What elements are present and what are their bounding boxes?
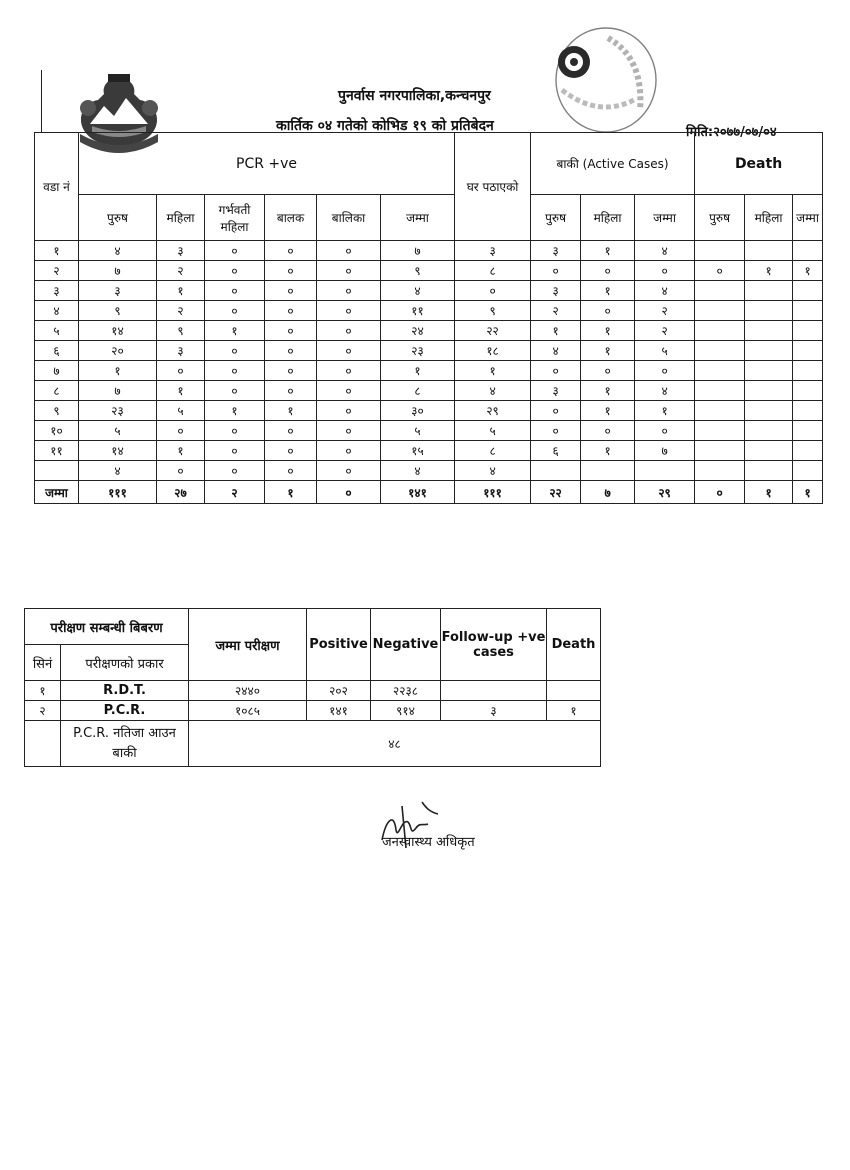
pcr-cell: ० xyxy=(265,421,317,441)
active-cell: १ xyxy=(531,321,581,341)
table-row xyxy=(35,321,823,341)
pcr-cell: ० xyxy=(157,361,205,381)
death-cell xyxy=(695,401,745,421)
pending-value-cell: ४८ xyxy=(189,721,601,767)
death-cell xyxy=(695,341,745,361)
death-cell xyxy=(793,461,823,481)
pcr-cell: ३ xyxy=(79,281,157,301)
death-cell xyxy=(793,281,823,301)
ward-number-cell: ३ xyxy=(35,281,79,301)
total-active-cell: २२ xyxy=(531,481,581,504)
pcr-cell: ० xyxy=(205,341,265,361)
active-total-header: जम्मा xyxy=(635,195,695,241)
total-death-cell: १ xyxy=(793,481,823,504)
active-male-header: पुरुष xyxy=(531,195,581,241)
active-cell: १ xyxy=(581,281,635,301)
pcr-cell: ० xyxy=(265,241,317,261)
total-pcr-cell: २७ xyxy=(157,481,205,504)
active-cell: २ xyxy=(635,321,695,341)
test-row xyxy=(25,681,601,701)
pcr-cell: ० xyxy=(205,261,265,281)
total-tests-header: जम्मा परीक्षण xyxy=(189,609,307,681)
active-cell: १ xyxy=(581,401,635,421)
pcr-boy-header: बालक xyxy=(265,195,317,241)
table-row xyxy=(35,381,823,401)
table-row xyxy=(35,401,823,421)
table-row xyxy=(35,261,823,281)
serial-header: सिनं xyxy=(25,645,61,681)
pcr-cell: १ xyxy=(157,381,205,401)
active-cell: १ xyxy=(581,341,635,361)
pcr-cell: ० xyxy=(205,461,265,481)
total-pcr-cell: २ xyxy=(205,481,265,504)
active-cell: ० xyxy=(531,401,581,421)
report-title: कार्तिक ०४ गतेको कोभिड १९ को प्रतिबेदन xyxy=(276,118,494,134)
pcr-cell: ० xyxy=(205,381,265,401)
death-cell xyxy=(745,241,793,261)
active-cell: १ xyxy=(635,401,695,421)
positive-cell: २०२ xyxy=(307,681,371,701)
covid-table-body xyxy=(35,241,823,504)
pcr-cell: १ xyxy=(205,401,265,421)
pcr-cell: २ xyxy=(157,301,205,321)
pcr-cell: ० xyxy=(205,281,265,301)
pcr-cell: ० xyxy=(265,341,317,361)
office-seal-stamp xyxy=(548,18,660,138)
pcr-girl-header: बालिका xyxy=(317,195,381,241)
test-death-cell xyxy=(547,681,601,701)
test-table-body xyxy=(25,681,601,767)
active-cell: ० xyxy=(635,261,695,281)
sent-home-cell: २२ xyxy=(455,321,531,341)
pcr-cell: ० xyxy=(265,381,317,401)
death-cell xyxy=(695,321,745,341)
pcr-cell: ० xyxy=(205,301,265,321)
margin-line xyxy=(41,70,42,132)
followup-cell: ३ xyxy=(441,701,547,721)
pcr-cell: ० xyxy=(317,341,381,361)
pcr-cell: ० xyxy=(265,441,317,461)
active-cell: ४ xyxy=(635,381,695,401)
pending-label-cell: P.C.R. नतिजा आउन बाकी xyxy=(61,721,189,767)
pcr-cell: ० xyxy=(265,301,317,321)
total-tests-cell: २४४० xyxy=(189,681,307,701)
death-cell xyxy=(745,381,793,401)
pcr-cell: ९ xyxy=(79,301,157,321)
active-cell: ० xyxy=(581,421,635,441)
pcr-cell: १ xyxy=(265,401,317,421)
pcr-cell: ० xyxy=(317,441,381,461)
active-cell xyxy=(581,461,635,481)
death-cell xyxy=(745,401,793,421)
active-cell: ५ xyxy=(635,341,695,361)
active-cell: ६ xyxy=(531,441,581,461)
total-death-cell: १ xyxy=(745,481,793,504)
ward-number-cell: ७ xyxy=(35,361,79,381)
pcr-cell: ७ xyxy=(381,241,455,261)
negative-cell: २२३८ xyxy=(371,681,441,701)
death-cell xyxy=(745,461,793,481)
serial-cell: २ xyxy=(25,701,61,721)
pcr-cell: २ xyxy=(157,261,205,281)
death-cell: १ xyxy=(793,261,823,281)
pcr-cell: ० xyxy=(317,421,381,441)
pcr-cell: ० xyxy=(265,321,317,341)
death-male-header: पुरुष xyxy=(695,195,745,241)
test-type-cell: P.C.R. xyxy=(61,701,189,721)
positive-cell: १४१ xyxy=(307,701,371,721)
pcr-cell: ० xyxy=(317,281,381,301)
total-pcr-cell: १ xyxy=(265,481,317,504)
covid-ward-table xyxy=(34,132,823,504)
active-cell: २ xyxy=(635,301,695,321)
death-cell xyxy=(745,341,793,361)
sent-home-cell: १ xyxy=(455,361,531,381)
table-row xyxy=(35,361,823,381)
pcr-cell: ० xyxy=(317,381,381,401)
sent-home-cell: ० xyxy=(455,281,531,301)
active-cell xyxy=(531,461,581,481)
test-details-table xyxy=(24,608,601,767)
pcr-cell: ११ xyxy=(381,301,455,321)
pcr-cell: १ xyxy=(157,281,205,301)
active-cell: ३ xyxy=(531,281,581,301)
table-row xyxy=(35,421,823,441)
table-row xyxy=(35,461,823,481)
death-cell xyxy=(745,361,793,381)
pending-row xyxy=(25,721,601,767)
pcr-cell: ४ xyxy=(79,241,157,261)
pcr-cell: ८ xyxy=(381,381,455,401)
pcr-cell: ७ xyxy=(79,261,157,281)
test-type-cell: R.D.T. xyxy=(61,681,189,701)
total-death-cell: ० xyxy=(695,481,745,504)
pcr-cell: ० xyxy=(317,401,381,421)
report-date: मिति:२०७७/०७/०४ xyxy=(686,125,777,140)
pcr-cell: ३ xyxy=(157,341,205,361)
death-cell xyxy=(793,341,823,361)
total-label: जम्मा xyxy=(35,481,79,504)
table-row xyxy=(35,341,823,361)
pcr-cell: ० xyxy=(205,441,265,461)
pcr-cell: १ xyxy=(157,441,205,461)
negative-header: Negative xyxy=(371,609,441,681)
pcr-cell: ० xyxy=(317,261,381,281)
pcr-cell: ० xyxy=(317,321,381,341)
total-pcr-cell: १११ xyxy=(79,481,157,504)
death-cell xyxy=(695,301,745,321)
active-cell: ३ xyxy=(531,381,581,401)
active-cell: १ xyxy=(581,381,635,401)
ward-number-cell: ८ xyxy=(35,381,79,401)
pending-serial-cell xyxy=(25,721,61,767)
death-header: Death xyxy=(695,133,823,195)
total-sent-home-cell: १११ xyxy=(455,481,531,504)
death-cell xyxy=(793,381,823,401)
organization-name: पुनर्वास नगरपालिका,कन्चनपुर xyxy=(338,88,491,104)
pcr-cell: १४ xyxy=(79,441,157,461)
ward-number-cell: ५ xyxy=(35,321,79,341)
pcr-pregnant-header: गर्भवती महिला xyxy=(205,195,265,241)
death-total-header: जम्मा xyxy=(793,195,823,241)
pcr-cell: ५ xyxy=(79,421,157,441)
table-row xyxy=(35,441,823,461)
sent-home-cell: ४ xyxy=(455,381,531,401)
death-cell xyxy=(793,441,823,461)
active-female-header: महिला xyxy=(581,195,635,241)
total-tests-cell: १०८५ xyxy=(189,701,307,721)
sent-home-cell: ५ xyxy=(455,421,531,441)
pcr-cell: ० xyxy=(205,421,265,441)
death-cell xyxy=(793,241,823,261)
pcr-cell: ४ xyxy=(381,461,455,481)
active-cell: २ xyxy=(531,301,581,321)
death-cell xyxy=(695,441,745,461)
pcr-cell: ३ xyxy=(157,241,205,261)
death-cell xyxy=(793,421,823,441)
death-cell xyxy=(695,421,745,441)
active-cell: ० xyxy=(581,261,635,281)
active-cell: ० xyxy=(635,361,695,381)
pcr-cell: ५ xyxy=(381,421,455,441)
active-cell: ४ xyxy=(635,281,695,301)
active-cell: १ xyxy=(581,241,635,261)
pcr-total-header: जम्मा xyxy=(381,195,455,241)
total-row xyxy=(35,481,823,504)
table-row xyxy=(35,241,823,261)
active-cell: १ xyxy=(581,441,635,461)
pcr-cell: ० xyxy=(157,421,205,441)
active-cell xyxy=(635,461,695,481)
active-cases-header: बाकी (Active Cases) xyxy=(531,133,695,195)
pcr-cell: १ xyxy=(79,361,157,381)
table-row xyxy=(35,281,823,301)
sent-home-cell: ८ xyxy=(455,261,531,281)
death-cell: ० xyxy=(695,261,745,281)
pcr-cell: २० xyxy=(79,341,157,361)
active-cell: ० xyxy=(581,301,635,321)
pcr-cell: ० xyxy=(205,241,265,261)
active-cell: ० xyxy=(531,421,581,441)
death-cell xyxy=(793,401,823,421)
sent-home-cell: ४ xyxy=(455,461,531,481)
pcr-cell: ० xyxy=(265,261,317,281)
death-cell xyxy=(695,381,745,401)
total-pcr-cell: १४१ xyxy=(381,481,455,504)
pcr-cell: ० xyxy=(205,361,265,381)
ward-number-cell: ११ xyxy=(35,441,79,461)
death-cell xyxy=(745,421,793,441)
pcr-cell: ० xyxy=(265,281,317,301)
ward-number-cell: २ xyxy=(35,261,79,281)
death-cell xyxy=(745,301,793,321)
serial-cell: १ xyxy=(25,681,61,701)
pcr-cell: २४ xyxy=(381,321,455,341)
pcr-cell: ५ xyxy=(157,401,205,421)
pcr-cell: ४ xyxy=(381,281,455,301)
pcr-cell: ७ xyxy=(79,381,157,401)
pcr-cell: १ xyxy=(381,361,455,381)
ward-number-cell: १ xyxy=(35,241,79,261)
pcr-cell: ० xyxy=(317,361,381,381)
followup-header: Follow-up +ve cases xyxy=(441,609,547,681)
pcr-cell: ९ xyxy=(381,261,455,281)
pcr-cell: २३ xyxy=(381,341,455,361)
sent-home-header: घर पठाएको xyxy=(455,133,531,241)
death-female-header: महिला xyxy=(745,195,793,241)
pcr-female-header: महिला xyxy=(157,195,205,241)
active-cell: ० xyxy=(531,361,581,381)
sent-home-cell: २९ xyxy=(455,401,531,421)
pcr-cell: ० xyxy=(317,241,381,261)
active-cell: ४ xyxy=(531,341,581,361)
total-pcr-cell: ० xyxy=(317,481,381,504)
sent-home-cell: १८ xyxy=(455,341,531,361)
ward-number-cell: ९ xyxy=(35,401,79,421)
test-detail-header: परीक्षण सम्बन्धी बिबरण xyxy=(25,609,189,645)
death-cell: १ xyxy=(745,261,793,281)
death-cell xyxy=(695,361,745,381)
ward-header: वडा नं xyxy=(35,133,79,241)
pcr-cell: १ xyxy=(205,321,265,341)
death-cell xyxy=(695,281,745,301)
ward-number-cell: १० xyxy=(35,421,79,441)
test-death-cell: १ xyxy=(547,701,601,721)
pcr-cell: ० xyxy=(265,361,317,381)
pcr-cell: १४ xyxy=(79,321,157,341)
pcr-cell: ० xyxy=(317,301,381,321)
positive-header: Positive xyxy=(307,609,371,681)
active-cell: ३ xyxy=(531,241,581,261)
active-cell: ४ xyxy=(635,241,695,261)
death-cell xyxy=(793,361,823,381)
pcr-cell: ९ xyxy=(157,321,205,341)
death-cell xyxy=(695,461,745,481)
negative-cell: ९१४ xyxy=(371,701,441,721)
active-cell: १ xyxy=(581,321,635,341)
pcr-cell: २३ xyxy=(79,401,157,421)
death-cell xyxy=(695,241,745,261)
active-cell: ७ xyxy=(635,441,695,461)
test-type-header: परीक्षणको प्रकार xyxy=(61,645,189,681)
active-cell: ० xyxy=(581,361,635,381)
death-cell xyxy=(793,321,823,341)
pcr-cell: १५ xyxy=(381,441,455,461)
pcr-cell: ० xyxy=(157,461,205,481)
pcr-positive-header: PCR +ve xyxy=(79,133,455,195)
sent-home-cell: ३ xyxy=(455,241,531,261)
death-cell xyxy=(745,441,793,461)
death-cell xyxy=(793,301,823,321)
active-cell: ० xyxy=(635,421,695,441)
followup-cell xyxy=(441,681,547,701)
pcr-cell: ० xyxy=(265,461,317,481)
signature-title: जनस्वास्थ्य अधिकृत xyxy=(382,835,475,850)
pcr-cell: ० xyxy=(317,461,381,481)
pcr-male-header: पुरुष xyxy=(79,195,157,241)
death-cell xyxy=(745,281,793,301)
total-active-cell: ७ xyxy=(581,481,635,504)
test-death-header: Death xyxy=(547,609,601,681)
ward-number-cell: ६ xyxy=(35,341,79,361)
test-row xyxy=(25,701,601,721)
death-cell xyxy=(745,321,793,341)
table-row xyxy=(35,301,823,321)
sent-home-cell: ८ xyxy=(455,441,531,461)
pcr-cell: ४ xyxy=(79,461,157,481)
total-active-cell: २९ xyxy=(635,481,695,504)
ward-number-cell: ४ xyxy=(35,301,79,321)
sent-home-cell: ९ xyxy=(455,301,531,321)
active-cell: ० xyxy=(531,261,581,281)
pcr-cell: ३० xyxy=(381,401,455,421)
ward-number-cell xyxy=(35,461,79,481)
